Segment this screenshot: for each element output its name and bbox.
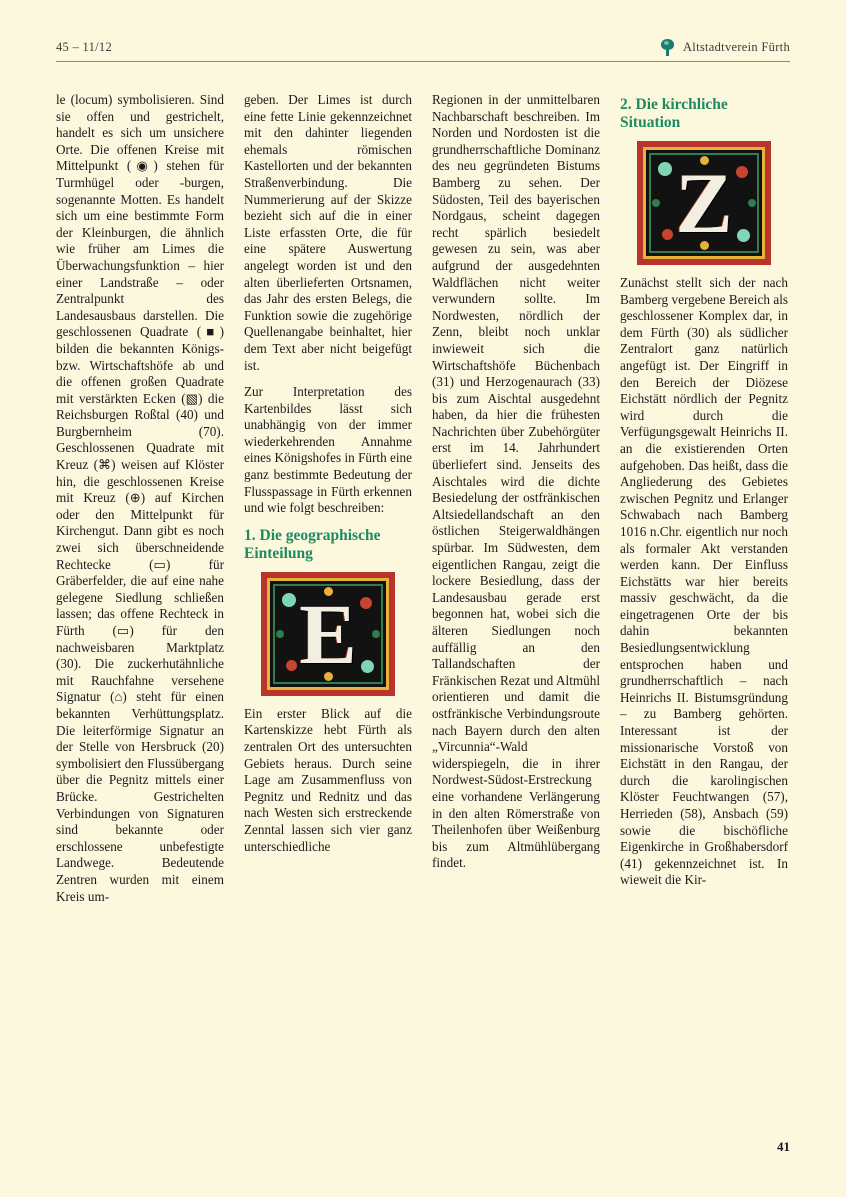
- initial-letter: Z: [675, 155, 733, 251]
- paragraph: Zur Interpretation des Kartenbildes lässt sich unabhängig von der immer wiederkehrenden Annahme eines Königshofes in Fürth eine ganz bestimmte Bedeutung der Flusspassage in Fürth erkennen und wie folgt beschreiben:: [244, 384, 412, 516]
- illuminated-initial-e: [261, 572, 395, 696]
- column-3: [432, 92, 600, 1102]
- column-1: [56, 92, 224, 1102]
- section-heading-2: 2. Die kirchliche Situation: [620, 96, 728, 131]
- article-columns: [56, 92, 790, 1102]
- section-heading-1: 1. Die geographische Einteilung: [244, 526, 381, 562]
- page-header: [56, 34, 790, 60]
- fountain-dome-icon: [659, 39, 676, 56]
- column-4: [620, 92, 788, 1102]
- paragraph: Zunächst stellt sich der nach Bamberg vergebene Bereich als geschlossener Komplex dar, in dem Fürth (30) als südlicher Zentralort ganz natürlich angefügt ist. Der Eingriff in den Bereich der Diözese Eichstätt nördlich der Pegnitz wird durch die Verfügungsgewalt Heinrichs II. an die existierenden Orten aufgehoben. Das heißt, dass die Angliederung des Gebietes zwischen Pegnitz und Erlanger Schwabach nach Bamberg 1016 n.Chr. eigentlich nur noch als formaler Akt verstanden werden kann. Der Einfluss Eichstätts war hier bereits massiv geschwächt, da die eingetragenen Orte der bis dahin bekannten Besiedlungsentwicklung entsprochen haben und grundherrschaftlich – nach Heinrichs II. Bistumsgründung – zu Bamberg gehörten. Interessant ist der missionarische Vorstoß von Eichstätt in den Rangau, der durch die karolingischen Klöster Feuchtwangen (57), Herrieden (58), Ansbach (59) sowie die bischöfliche Eigenkirche in Großhabersdorf (41) gekennzeichnet ist. In wieweit die Kir-: [620, 275, 788, 888]
- paragraph: le (locum) symbolisieren. Sind sie offen und gestrichelt, handelt es sich um unsichere Orte. Die offenen Kreise mit Mittelpunkt (◉) stehen für Turmhügel oder -burgen, sogenannte Motten. Es handelt sich um eine bestimmte Form der Kleinburgen, die ähnlich wie früher am Limes die Überwachungsfunktion – hier einer Landstraße – oder Zentralpunkt des Landesausbaus darstellen. Die geschlossenen Quadrate (■) bilden die bekannten Königs- bzw. Wirtschaftshöfe ab und die offenen großen Quadrate mit verstärkten Ecken (▧) die Reichsburgen Roßtal (40) und Burgbernheim (70). Geschlossenen Quadrate mit Kreuz (⌘) weisen auf Klöster hin, die geschlossenen Kreise mit Kreuz (⊕) auf Kirchen oder den Mittelpunkt für Kirchengut. Dann gibt es noch zwei sich überschneidende Rechtecke (▭) für Gräberfelder, die auf eine nahe gelegene Siedlung schließen lassen; das offene Rechteck in Fürth (▭) für den nachweisbaren Marktplatz (30). Die zuckerhutähnliche mit Rauchfahne versehene Signatur (⌂) steht für einen bekannten Verhüttungsplatz. Die leiterförmige Signatur an der Stelle von Hersbruck (20) symbolisiert den Flussübergang über die Pegnitz mittels einer Brücke. Gestrichelten Verbindungen von Signaturen sind bekannte oder erschlossene unbefestigte Landwege. Bedeutende Zentren wurden mit einem Kreis um-: [56, 92, 224, 904]
- paragraph: Regionen in der unmittelbaren Nachbarschaft beschreiben. Im Norden und Nordosten ist die grundherrschaftliche Dominanz des neu gegründeten Bistums Bamberg zu sehen. Der Südosten, Teil des bayerischen Nordgaus, scheint dagegen recht spärlich besiedelt gewesen zu sein, was aber aufgrund der ausgedehnten Waldflächen nicht weiter verwundern sollte. Im Nordwesten, nördlich der Zenn, bleibt noch unklar inwieweit sich die Wirtschaftshöfe Büchenbach (31) und Herzogenaurach (33) bis zum Aischtal ausgedehnt haben, da hier die frühesten Nachrichten über Zubehörgüter erst im 14. Jahrhundert überliefert sind. Jenseits des Aischtales wird die dichte Besiedelung der ostfränkischen Altsiedellandschaft an den östlichen Steigerwaldhängen spürbar. Im Südwesten, dem eigentlichen Rangau, zeigt die lockere Besiedlung, dass der Landesausbau gerade erst begonnen hat, wobei sich die älteren Siedlungen noch auffällig an den Tallandschaften der Fränkischen Rezat und Altmühl orientieren und damit die ostfränkische Verbindungsroute nach Bayern durch den alten „Vircunnia“-Wald widerspiegeln, die in ihrer Nordwest-Südost-Erstreckung eine vorhandene Verlängerung in den alten Römerstraße von Theilenhofen über Weißenburg bis zum Altmühlübergang findet.: [432, 92, 600, 871]
- brand-name: Altstadtverein Fürth: [682, 39, 790, 54]
- initial-letter: E: [299, 585, 357, 682]
- illuminated-initial-z: [637, 141, 771, 265]
- page-number: 41: [777, 1139, 790, 1154]
- column-2: [244, 92, 412, 1102]
- paragraph: Ein erster Blick auf die Kartenskizze hebt Fürth als zentralen Ort des untersuchten Gebiets heraus. Durch seine Lage am Zusammenfluss von Pegnitz und Rednitz und das nach Westen sich erstreckende Zenntal lassen sich vier ganz unterschiedliche: [244, 705, 412, 854]
- issue-reference: 45 – 11/12: [56, 39, 113, 54]
- brand-block: [659, 39, 790, 56]
- header-divider: [56, 61, 790, 62]
- paragraph: geben. Der Limes ist durch eine fette Linie gekennzeichnet mit den dahinter liegenden ehemals römischen Kastellorten und der bekannten Straßenverbindung. Die Nummerierung auf der Skizze bezieht sich auf die in einer Liste erfassten Orte, die für eine spätere Auswertung angelegt worden ist und den alten überlieferten Ortsnamen, das Jahr des ersten Belegs, die Funktion sowie die zugehörige Quellenangabe beinhaltet, hier dem Text aber nicht beigefügt ist.: [244, 92, 412, 373]
